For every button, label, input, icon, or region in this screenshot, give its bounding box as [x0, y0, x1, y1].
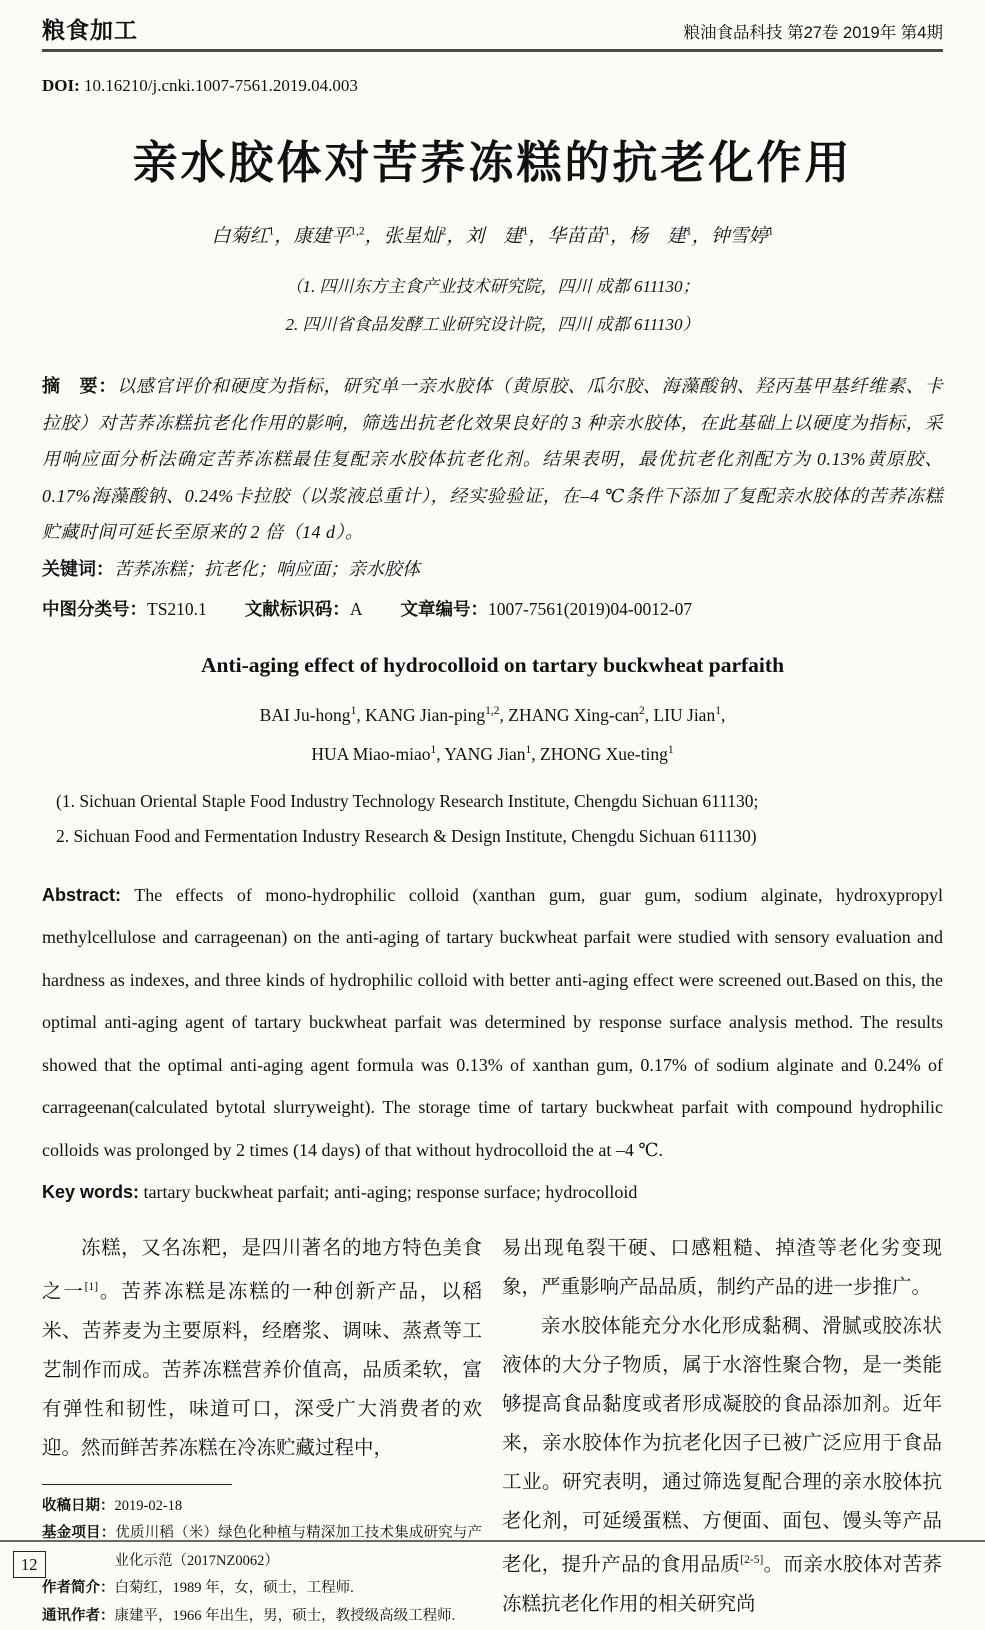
author-name: ZHANG Xing-can — [508, 704, 639, 725]
author-separator: ， — [691, 226, 711, 247]
author-separator: , — [644, 704, 654, 725]
author-name: BAI Ju-hong — [259, 704, 351, 725]
abstract-cn-text: 以感官评价和硬度为指标，研究单一亲水胶体（黄原胶、瓜尔胶、海藻酸钠、羟丙基甲基纤维素、卡拉胶）对苦荞冻糕抗老化作用的影响，筛选出抗老化效果良好的 3 种亲水胶体，在此基础上以硬度为指标，采用响应面分析法确定苦荞冻糕最佳复配亲水胶体抗老化剂。结果表明，最优抗老化剂配方为 0.13%黄原胶、0.17%海藻酸钠、0.24%卡拉胶（以浆液总重计），经实验验证，在–4 ℃条件下添加了复配亲水胶体的苦荞冻糕贮藏时间可延长至原来的 2 倍（14 d）。 — [42, 376, 943, 542]
author-name: HUA Miao-miao — [311, 743, 431, 764]
abstract-cn-label: 摘 要： — [42, 376, 118, 396]
footnote-divider — [42, 1484, 232, 1485]
author-affiliation-sup: 1 — [667, 743, 674, 756]
affiliations-cn — [42, 268, 943, 344]
left-column — [42, 1229, 482, 1630]
doi-label: DOI: — [42, 76, 80, 95]
author-affiliation-sup: 1,2 — [350, 225, 365, 238]
page-number: 12 — [13, 1551, 46, 1578]
author-separator: , — [356, 704, 366, 725]
affiliation-line: 2. 四川省食品发酵工业研究设计院，四川 成都 611130） — [285, 315, 700, 334]
paragraph-text: 冻糕，又名冻粑，是四川著名的地方特色美食之一 — [42, 1238, 482, 1303]
author-separator: , — [436, 743, 445, 764]
author-affiliation-sup: 1 — [715, 705, 721, 717]
clc-value: TS210.1 — [147, 599, 207, 619]
abstract-en — [42, 874, 943, 1172]
footer-rule — [0, 1540, 985, 1542]
author-affiliation-sup: 1,2 — [485, 705, 500, 717]
author-affiliation-sup: 1 — [525, 743, 532, 756]
author-affiliation-sup: 2 — [440, 225, 447, 238]
author-name: 刘 建 — [465, 226, 523, 247]
paragraph-text: 易出现龟裂干硬、口感粗糙、掉渣等老化劣变现象，严重影响产品品质，制约产品的进一步推广。 — [502, 1238, 942, 1299]
journal-issue-info: 粮油食品科技 第27卷 2019年 第4期 — [683, 24, 943, 42]
author-affiliation-sup: 1 — [604, 225, 610, 238]
footnote-text: 2019-02-18 — [114, 1497, 183, 1514]
authors-en — [42, 694, 943, 772]
footnote-corresponding-author — [42, 1603, 482, 1630]
article-id-label: 文章编号： — [400, 599, 488, 619]
body-columns — [42, 1229, 943, 1630]
abstract-cn — [42, 368, 943, 551]
footnotes — [42, 1493, 482, 1630]
header-rule — [42, 49, 943, 52]
footnote-text: 优质川稻（米）绿色化种植与精深加工技术集成研究与产业化示范（2017NZ0062） — [114, 1525, 483, 1569]
author-affiliation-sup: 1 — [268, 225, 275, 238]
author-name: 康建平 — [293, 226, 351, 247]
body-paragraph — [502, 1229, 942, 1307]
keywords-en-text: tartary buckwheat parfait; anti-aging; response surface; hydrocolloid — [139, 1182, 638, 1203]
author-name: YANG Jian — [444, 743, 526, 764]
body-paragraph — [42, 1229, 482, 1468]
footnote-text: 康建平，1966 年出生，男，硕士，教授级高级工程师. — [114, 1607, 456, 1624]
journal-header — [42, 12, 943, 45]
author-name: KANG Jian-ping — [365, 704, 486, 725]
author-affiliation-sup: 1 — [686, 225, 692, 238]
paragraph-text: 。而亲水胶体对苦荞冻糕抗老化作用的相关研究尚 — [502, 1554, 942, 1615]
keywords-cn-label: 关键词： — [42, 558, 114, 579]
author-separator: ， — [364, 226, 384, 247]
author-separator: ， — [528, 226, 548, 247]
footnote-label: 基金项目： — [42, 1525, 116, 1542]
author-separator: , — [499, 704, 509, 725]
article-id-value: 1007-7561(2019)04-0012-07 — [487, 599, 693, 619]
affiliation-line: (1. Sichuan Oriental Staple Food Industry Technology Research Institute, Chengdu Sichuan 611130; — [56, 790, 759, 811]
author-separator: ， — [446, 226, 466, 247]
paper-title-en: Anti-aging effect of hydrocolloid on tartary buckwheat parfaith — [200, 653, 785, 677]
authors-en-line1 — [42, 694, 943, 733]
author-separator: , — [531, 743, 541, 764]
classification-line — [42, 591, 943, 627]
affiliations-en — [42, 784, 943, 854]
clc-label: 中图分类号： — [42, 599, 147, 619]
footnote-fund-project — [42, 1520, 482, 1575]
author-separator: ， — [609, 226, 629, 247]
author-separator: , — [720, 704, 726, 725]
author-affiliation-sup: 2 — [638, 705, 645, 717]
right-column — [502, 1229, 942, 1630]
affiliation-line: （1. 四川东方主食产业技术研究院，四川 成都 611130； — [285, 277, 700, 296]
author-name: 张星灿 — [383, 226, 441, 247]
author-name: 杨 建 — [628, 226, 686, 247]
footnote-text: 白菊红，1989 年，女，硕士，工程师. — [114, 1580, 354, 1597]
author-name: ZHONG Xue-ting — [540, 743, 668, 764]
paper-title-cn: 亲水胶体对苦荞冻糕的抗老化作用 — [132, 138, 853, 188]
doc-code-label: 文献标识码： — [244, 599, 350, 619]
authors-cn — [42, 221, 943, 248]
footnote-label: 通讯作者： — [42, 1607, 115, 1624]
footnote-received-date — [42, 1493, 482, 1521]
keywords-cn — [42, 551, 943, 588]
author-name: 钟雪婷 — [710, 226, 768, 247]
doc-code-value: A — [349, 599, 363, 619]
body-paragraph — [502, 1307, 942, 1624]
author-name: 华苗苗 — [547, 226, 605, 247]
author-name: LIU Jian — [653, 704, 716, 725]
footnote-label: 作者简介： — [42, 1580, 115, 1597]
author-affiliation-sup: 1 — [522, 225, 529, 238]
author-affiliation-sup: 1 — [350, 705, 357, 717]
affiliation-line: 2. Sichuan Food and Fermentation Industry Research & Design Institute, Chengdu Sichuan 611130) — [56, 825, 757, 846]
footnote-label: 收稿日期： — [42, 1497, 115, 1514]
keywords-en — [42, 1171, 943, 1213]
keywords-cn-text: 苦荞冻糕；抗老化；响应面；亲水胶体 — [114, 558, 420, 579]
citation-ref: [1] — [84, 1281, 99, 1294]
author-separator: ， — [274, 226, 294, 247]
citation-ref: [2-5] — [740, 1554, 764, 1567]
doi-line — [42, 76, 943, 96]
doi-value: 10.16210/j.cnki.1007-7561.2019.04.003 — [79, 76, 358, 95]
paragraph-text: 亲水胶体能充分水化形成黏稠、滑腻或胶冻状液体的大分子物质，属于水溶性聚合物，是一类能够提高食品黏度或者形成凝胶的食品添加剂。近年来，亲水胶体作为抗老化因子已被广泛应用于食品工业。研究表明，通过筛选复配合理的亲水胶体抗老化剂，可延缓蛋糕、方便面、面包、馒头等产品老化，提升产品的食用品质 — [502, 1316, 942, 1576]
paragraph-text: 。苦荞冻糕是冻糕的一种创新产品，以稻米、苦荞麦为主要原料，经磨浆、调味、蒸煮等工艺制作而成。苦荞冻糕营养价值高，品质柔软，富有弹性和韧性，味道可口，深受广大消费者的欢迎。然而鲜苦荞冻糕在冷冻贮藏过程中， — [42, 1281, 482, 1459]
author-affiliation-sup: 1 — [430, 743, 437, 756]
author-name: 白菊红 — [211, 226, 269, 247]
journal-section-title: 粮食加工 — [42, 17, 138, 43]
abstract-en-label: Abstract: — [42, 884, 122, 905]
keywords-en-label: Key words: — [42, 1182, 140, 1203]
authors-en-line2 — [42, 733, 943, 772]
footnote-author-bio — [42, 1575, 482, 1603]
abstract-en-text: The effects of mono-hydrophilic colloid (xanthan gum, guar gum, sodium alginate, hydroxypropyl methylcellulose and carrageenan) on the anti-aging of tartary buckwheat parfait were studied with sensory evaluation and hardness as indexes, and three kinds of hydrophilic colloid with better anti-aging effect were screened out.Based on this, the optimal anti-aging agent of tartary buckwheat parfait was determined by response surface analysis method. The results showed that the optimal anti-aging agent formula was 0.13% of xanthan gum, 0.17% of sodium alginate and 0.24% of carrageenan(calculated bytotal slurryweight). The storage time of tartary buckwheat parfait with compound hydrophilic colloids was prolonged by 2 times (14 days) of that without hydrocolloid the at –4 ℃. — [42, 884, 943, 1160]
author-affiliation-sup: 1 — [767, 225, 774, 238]
